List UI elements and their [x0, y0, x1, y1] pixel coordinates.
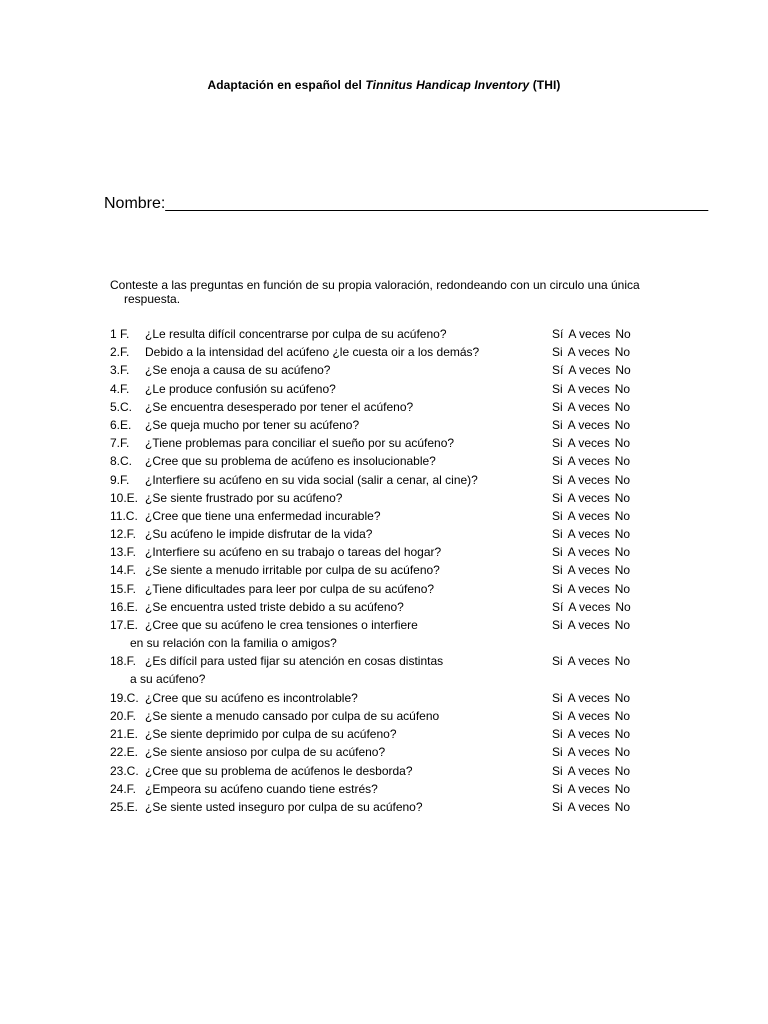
answer-option-no[interactable]: No [615, 599, 631, 614]
answer-option-yes[interactable]: Si [552, 690, 563, 705]
answer-option-sometimes[interactable]: A veces [567, 799, 610, 814]
question-number: 8.C. [110, 454, 133, 469]
answer-option-yes[interactable]: Si [552, 727, 563, 742]
question-row [0, 344, 768, 362]
question-row [0, 362, 768, 380]
answer-option-no[interactable]: No [614, 454, 631, 469]
answer-option-sometimes[interactable]: A veces [568, 363, 611, 378]
instructions-line-2: respuesta. [124, 292, 181, 306]
answer-option-no[interactable]: No [614, 417, 631, 432]
answer-option-yes[interactable]: Si [552, 618, 563, 632]
question-text: ¿Cree que tiene una enfermedad incurable? [145, 508, 381, 523]
title-prefix: Adaptación en español del [207, 78, 366, 92]
question-text: Debido a la intensidad del acúfeno ¿le cuesta oir a los demás? [145, 345, 480, 360]
question-row [0, 453, 768, 471]
answer-option-sometimes[interactable]: A veces [567, 381, 610, 396]
answer-options [552, 763, 635, 779]
question-text: ¿Cree que su problema de acúfeno es insolucionable? [145, 454, 436, 469]
question-row [0, 617, 768, 653]
answer-options [552, 399, 635, 415]
answer-option-sometimes[interactable]: A veces [567, 690, 610, 705]
answer-option-no[interactable]: No [614, 581, 631, 596]
question-text: ¿Su acúfeno le impide disfrutar de la vida? [145, 527, 373, 542]
answer-option-sometimes[interactable]: A veces [568, 327, 611, 341]
answer-option-no[interactable]: No [614, 799, 631, 814]
title-italic: Tinnitus Handicap Inventory [365, 78, 530, 92]
answer-options [552, 508, 635, 524]
answer-option-sometimes[interactable]: A veces [567, 708, 610, 723]
answer-options [552, 744, 635, 760]
question-row [0, 435, 768, 453]
answer-options [552, 381, 635, 397]
question-row [0, 708, 768, 726]
answer-options [552, 453, 635, 469]
question-row [0, 326, 768, 344]
question-row [0, 526, 768, 544]
answer-options [552, 362, 636, 378]
question-text: ¿Le produce confusión su acúfeno? [145, 381, 336, 396]
question-number: 23.C. [110, 763, 139, 778]
answer-option-sometimes[interactable]: A veces [567, 745, 610, 760]
question-row [0, 690, 768, 708]
question-row [0, 599, 768, 617]
answer-options [552, 599, 636, 615]
question-text: ¿Se siente ansioso por culpa de su acúfeno? [145, 745, 386, 760]
instructions-line-1: Conteste a las preguntas en función de su propia valoración, redondeando con un circulo una única [110, 278, 640, 292]
answer-options [552, 781, 635, 797]
answer-option-no[interactable]: No [614, 436, 631, 451]
question-number: 7.F. [110, 436, 130, 451]
answer-option-yes[interactable]: Si [552, 527, 563, 542]
answer-option-no[interactable]: No [614, 763, 631, 778]
answer-option-no[interactable]: No [614, 490, 631, 505]
answer-option-no[interactable]: No [614, 708, 631, 723]
answer-option-yes[interactable]: Si [552, 417, 563, 432]
question-list [0, 326, 768, 817]
question-row [0, 490, 768, 508]
question-number: 18.F. [110, 654, 137, 669]
question-number: 2.F. [110, 345, 130, 360]
answer-options [552, 435, 635, 451]
question-row [0, 544, 768, 562]
answer-option-no[interactable]: No [614, 381, 631, 396]
question-number: 15.F. [110, 581, 137, 596]
answer-option-sometimes[interactable]: A veces [567, 417, 610, 432]
question-number: 13.F. [110, 545, 137, 560]
answer-option-no[interactable]: No [614, 345, 631, 360]
document-title [0, 78, 768, 92]
answer-option-sometimes[interactable]: A veces [567, 727, 610, 742]
question-row [0, 381, 768, 399]
question-text: ¿Interfiere su acúfeno en su trabajo o tareas del hogar? [145, 545, 442, 560]
answer-options [552, 617, 635, 633]
answer-option-yes[interactable]: Si [552, 654, 563, 669]
answer-option-yes[interactable]: Si [552, 745, 563, 760]
answer-option-sometimes[interactable]: A veces [567, 454, 610, 469]
answer-option-no[interactable]: No [614, 654, 631, 669]
answer-option-no[interactable]: No [614, 527, 631, 542]
question-number: 20.F. [110, 708, 137, 723]
question-row [0, 472, 768, 490]
question-row [0, 799, 768, 817]
answer-option-yes[interactable]: Si [552, 345, 563, 360]
answer-option-no[interactable]: No [615, 363, 631, 378]
instructions [110, 278, 690, 306]
question-text: ¿Se siente frustrado por su acúfeno? [145, 490, 343, 505]
answer-options [552, 490, 635, 506]
answer-options [552, 526, 635, 542]
question-text: ¿Cree que su problema de acúfenos le desborda? [145, 763, 413, 778]
answer-option-yes[interactable]: Sí [552, 327, 564, 341]
answer-options [552, 581, 635, 597]
answer-options [552, 472, 635, 488]
answer-options [552, 344, 635, 360]
question-number: 12.F. [110, 527, 137, 542]
question-number: 6.E. [110, 417, 132, 432]
answer-option-no[interactable]: No [614, 727, 631, 742]
answer-option-yes[interactable]: Si [552, 399, 563, 414]
answer-option-sometimes[interactable]: A veces [567, 527, 610, 542]
question-row [0, 417, 768, 435]
answer-option-sometimes[interactable]: A veces [568, 599, 611, 614]
question-row [0, 399, 768, 417]
question-text: ¿Se encuentra desesperado por tener el acúfeno? [145, 399, 414, 414]
question-text: ¿Interfiere su acúfeno en su vida social (salir a cenar, al cine)? [145, 472, 478, 487]
question-text: ¿Le resulta difícil concentrarse por culpa de su acúfeno? [145, 327, 447, 341]
answer-options [552, 726, 635, 742]
answer-option-sometimes[interactable]: A veces [567, 490, 610, 505]
answer-options [552, 690, 635, 706]
question-text: ¿Se enoja a causa de su acúfeno? [145, 363, 331, 378]
question-text: ¿Se queja mucho por tener su acúfeno? [145, 417, 360, 432]
answer-option-sometimes[interactable]: A veces [567, 781, 610, 796]
question-row [0, 581, 768, 599]
answer-option-yes[interactable]: Si [552, 799, 563, 814]
answer-option-no[interactable]: No [614, 472, 631, 487]
question-row [0, 653, 768, 689]
question-number: 16.E. [110, 599, 139, 614]
answer-options [552, 562, 635, 578]
answer-option-no[interactable]: No [614, 545, 631, 560]
answer-option-no[interactable]: No [614, 745, 631, 760]
question-text: ¿Se siente a menudo cansado por culpa de su acúfeno [145, 708, 440, 723]
answer-options [552, 653, 635, 669]
answer-option-no[interactable]: No [615, 327, 631, 341]
answer-option-yes[interactable]: Si [552, 490, 563, 505]
question-row [0, 726, 768, 744]
answer-option-yes[interactable]: Si [552, 763, 563, 778]
answer-option-yes[interactable]: Sí [552, 599, 564, 614]
question-text: ¿Es difícil para usted fijar su atención en cosas distintas [145, 654, 444, 669]
question-number: 3.F. [110, 363, 130, 378]
answer-option-sometimes[interactable]: A veces [567, 581, 610, 596]
question-number: 24.F. [110, 781, 137, 796]
answer-option-no[interactable]: No [614, 399, 631, 414]
answer-option-sometimes[interactable]: A veces [567, 345, 610, 360]
question-number: 17.E. [110, 618, 139, 632]
answer-option-yes[interactable]: Si [552, 708, 563, 723]
answer-option-sometimes[interactable]: A veces [567, 508, 610, 523]
question-text: ¿Se siente usted inseguro por culpa de su acúfeno? [145, 799, 423, 814]
question-row [0, 781, 768, 799]
answer-options [552, 799, 635, 815]
question-number: 5.C. [110, 399, 133, 414]
question-text: ¿Tiene problemas para conciliar el sueño por su acúfeno? [145, 436, 455, 451]
question-number: 25.E. [110, 799, 139, 814]
answer-option-yes[interactable]: Si [552, 545, 563, 560]
question-number: 11.C. [110, 508, 138, 523]
question-row [0, 763, 768, 781]
answer-option-sometimes[interactable]: A veces [567, 654, 610, 669]
question-row [0, 562, 768, 580]
answer-option-yes[interactable]: Si [552, 454, 563, 469]
question-row [0, 508, 768, 526]
answer-option-yes[interactable]: Sí [552, 363, 564, 378]
answer-option-no[interactable]: No [614, 508, 631, 523]
question-text-continued: en su relación con la familia o amigos? [130, 636, 337, 650]
answer-option-yes[interactable]: Si [552, 508, 563, 523]
answer-option-sometimes[interactable]: A veces [567, 763, 610, 778]
answer-option-no[interactable]: No [614, 781, 631, 796]
answer-option-yes[interactable]: Si [552, 381, 563, 396]
answer-option-sometimes[interactable]: A veces [567, 545, 610, 560]
question-text-continued: a su acúfeno? [130, 672, 206, 687]
answer-option-yes[interactable]: Si [552, 436, 563, 451]
question-text: ¿Se siente a menudo irritable por culpa de su acúfeno? [145, 563, 440, 578]
answer-option-sometimes[interactable]: A veces [567, 472, 610, 487]
question-number: 19.C. [110, 690, 139, 705]
question-number: 10.E. [110, 490, 139, 505]
question-text: ¿Se siente deprimido por culpa de su acúfeno? [145, 727, 397, 742]
question-number: 14.F. [110, 563, 137, 578]
question-text: ¿Se encuentra usted triste debido a su acúfeno? [145, 599, 404, 614]
answer-options [552, 708, 635, 724]
answer-options [552, 326, 636, 342]
question-number: 9.F. [110, 472, 130, 487]
title-suffix: (THI) [529, 78, 561, 92]
name-field[interactable]: Nombre:_____________________________________________________________ [104, 195, 709, 212]
question-text: ¿Empeora su acúfeno cuando tiene estrés? [145, 781, 378, 796]
answer-option-sometimes[interactable]: A veces [567, 399, 610, 414]
answer-option-yes[interactable]: Si [552, 581, 563, 596]
answer-option-no[interactable]: No [614, 690, 631, 705]
question-number: 21.E. [110, 727, 139, 742]
question-text: ¿Cree que su acúfeno le crea tensiones o interfiere [145, 618, 418, 632]
question-text: ¿Tiene dificultades para leer por culpa de su acúfeno? [145, 581, 435, 596]
answer-options [552, 417, 635, 433]
question-number: 1 F. [110, 327, 130, 341]
answer-option-sometimes[interactable]: A veces [567, 436, 610, 451]
answer-options [552, 544, 635, 560]
question-number: 22.E. [110, 745, 139, 760]
answer-option-yes[interactable]: Si [552, 563, 563, 578]
answer-option-yes[interactable]: Si [552, 781, 563, 796]
answer-option-no[interactable]: No [614, 563, 631, 578]
question-number: 4.F. [110, 381, 130, 396]
answer-option-yes[interactable]: Si [552, 472, 563, 487]
question-text: ¿Cree que su acúfeno es incontrolable? [145, 690, 358, 705]
answer-option-sometimes[interactable]: A veces [567, 618, 610, 632]
question-row [0, 744, 768, 762]
answer-option-no[interactable]: No [614, 618, 631, 632]
answer-option-sometimes[interactable]: A veces [567, 563, 610, 578]
